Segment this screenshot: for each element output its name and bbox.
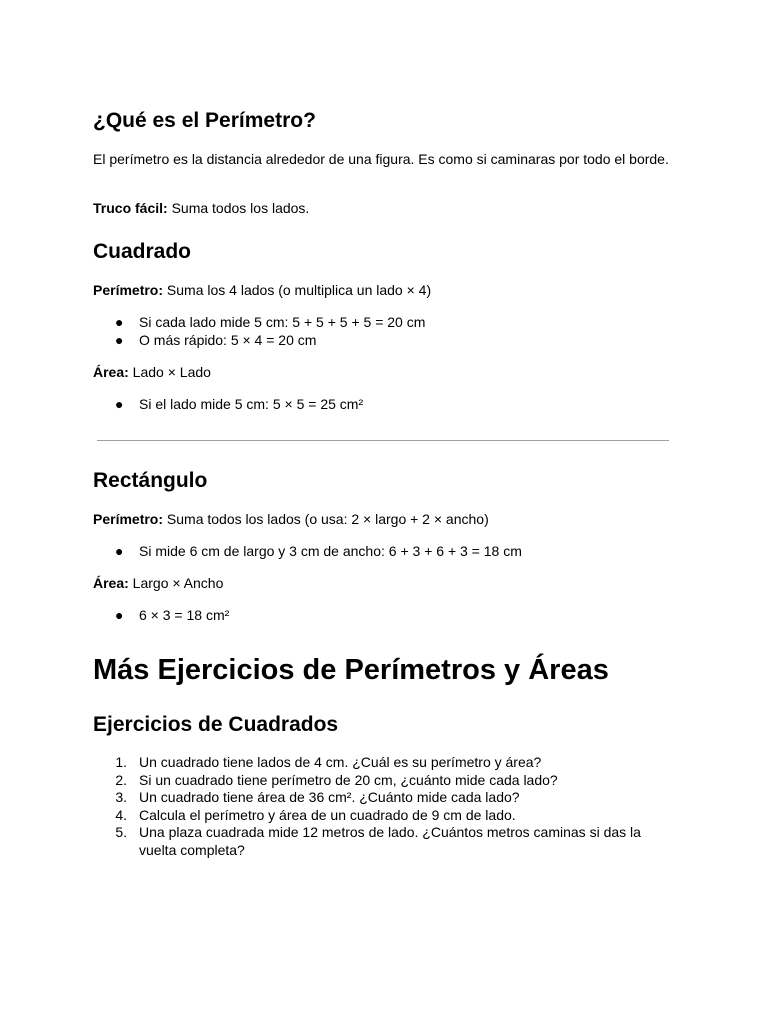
cuadrado-area-block <box>93 364 678 381</box>
list-item-text: 6 × 3 = 18 cm² <box>139 607 230 623</box>
list-item-text: Si cada lado mide 5 cm: 5 + 5 + 5 + 5 = 20 cm <box>139 314 426 330</box>
perimetro-tip-label: Truco fácil: <box>93 200 168 216</box>
cuadrado-perimeter-text: Suma los 4 lados (o multiplica un lado × 4) <box>163 282 432 298</box>
list-item-text: Un cuadrado tiene área de 36 cm². ¿Cuánto mide cada lado? <box>139 789 520 805</box>
perimetro-paragraph: El perímetro es la distancia alrededor de una figura. Es como si caminaras por todo el borde. <box>93 151 669 167</box>
list-item <box>93 543 678 561</box>
list-item <box>93 789 678 807</box>
cuadrado-heading: Cuadrado <box>93 240 192 263</box>
rectangulo-area-label: Área: <box>93 575 129 591</box>
cuadrado-perimeter-list <box>93 314 678 349</box>
cuadrado-perimeter-block <box>93 282 678 299</box>
perimetro-heading-block <box>93 108 678 134</box>
list-number: 1. <box>115 754 127 770</box>
cuadrado-area-list <box>93 396 678 414</box>
bullet-icon: ● <box>115 396 124 412</box>
bullet-icon: ● <box>115 607 124 623</box>
list-item <box>93 754 678 772</box>
perimetro-tip-block <box>93 200 678 217</box>
bullet-icon: ● <box>115 314 124 330</box>
cuadrado-perimeter-label: Perímetro: <box>93 282 164 298</box>
list-item-text: Si mide 6 cm de largo y 3 cm de ancho: 6 + 3 + 6 + 3 = 18 cm <box>139 543 522 559</box>
list-number: 4. <box>115 806 127 823</box>
list-item-text: Calcula el perímetro y área de un cuadrado de 9 cm de lado. <box>139 806 516 823</box>
rectangulo-area-block <box>93 575 678 592</box>
list-number: 5. <box>115 824 127 840</box>
cuadrado-area-line <box>93 364 678 381</box>
list-number: 2. <box>115 771 127 788</box>
perimetro-paragraph-block <box>93 151 678 168</box>
list-item <box>93 824 678 859</box>
perimetro-heading: ¿Qué es el Perímetro? <box>93 109 316 132</box>
perimetro-tip-text: Suma todos los lados. <box>167 200 310 216</box>
ejercicios-subheading-block <box>93 712 678 738</box>
perimetro-tip <box>93 200 678 217</box>
cuadrado-heading-block <box>93 239 678 265</box>
ejercicios-subheading: Ejercicios de Cuadrados <box>93 713 339 736</box>
ejercicios-heading: Más Ejercicios de Perímetros y Áreas <box>93 654 609 686</box>
list-item <box>93 332 678 350</box>
bullet-icon: ● <box>115 331 124 348</box>
cuadrado-area-label: Área: <box>93 364 129 380</box>
cuadrado-area-text: Lado × Lado <box>128 364 211 380</box>
rectangulo-perimeter-list <box>93 543 678 561</box>
rectangulo-perimeter-block <box>93 511 678 528</box>
list-item-text: O más rápido: 5 × 4 = 20 cm <box>139 331 317 348</box>
cuadrado-perimeter-line <box>93 282 678 299</box>
list-item-text: Un cuadrado tiene lados de 4 cm. ¿Cuál es su perímetro y área? <box>139 754 542 770</box>
horizontal-divider <box>97 440 669 441</box>
rectangulo-heading: Rectángulo <box>93 469 208 492</box>
rectangulo-heading-block <box>93 468 678 494</box>
rectangulo-perimeter-line <box>93 511 678 528</box>
list-item <box>93 772 678 790</box>
rectangulo-area-list <box>93 607 678 625</box>
list-item <box>93 607 678 625</box>
list-item <box>93 314 678 332</box>
ejercicios-heading-block <box>93 652 678 688</box>
rectangulo-perimeter-text: Suma todos los lados (o usa: 2 × largo + 2 × ancho) <box>163 511 489 527</box>
list-item-text: Si un cuadrado tiene perímetro de 20 cm, ¿cuánto mide cada lado? <box>139 771 558 788</box>
bullet-icon: ● <box>115 543 124 559</box>
list-item-text: Si el lado mide 5 cm: 5 × 5 = 25 cm² <box>139 396 364 412</box>
list-item <box>93 807 678 825</box>
rectangulo-area-text: Largo × Ancho <box>128 575 224 591</box>
rectangulo-area-line <box>93 575 678 592</box>
ejercicios-list <box>93 754 678 859</box>
rectangulo-perimeter-label: Perímetro: <box>93 511 164 527</box>
list-item-text: Una plaza cuadrada mide 12 metros de lado. ¿Cuántos metros caminas si das la vuelta completa? <box>139 824 641 858</box>
list-number: 3. <box>115 789 127 805</box>
list-item <box>93 396 678 414</box>
